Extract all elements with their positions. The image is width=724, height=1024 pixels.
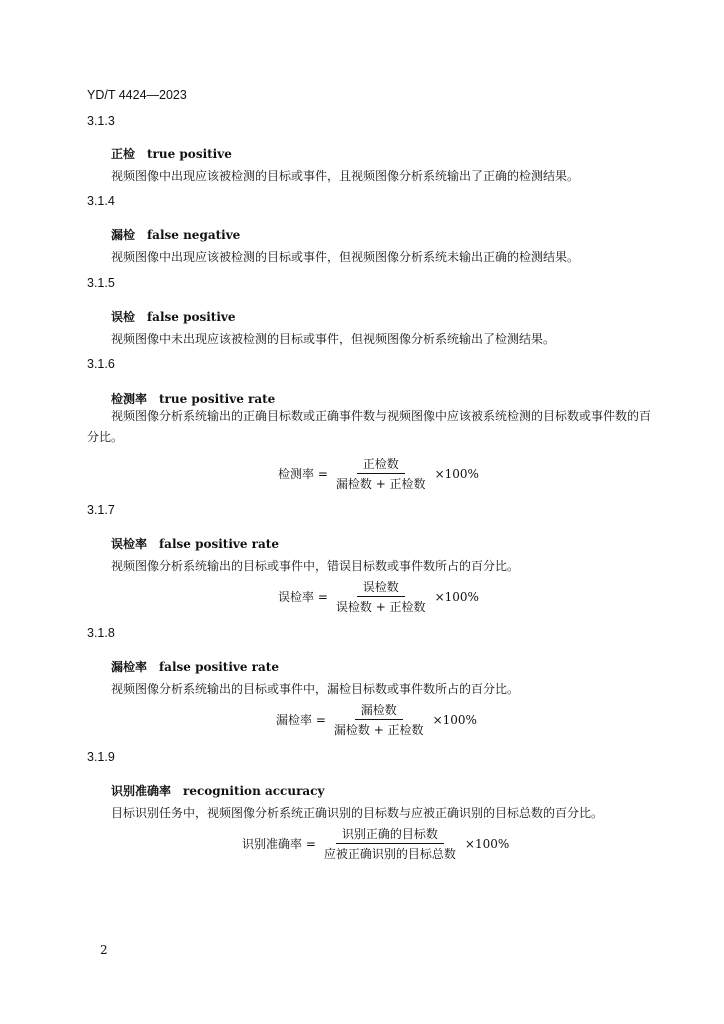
term-en: false negative [147, 228, 241, 242]
formula [242, 825, 509, 862]
term-en: true positive [147, 147, 232, 161]
fraction-numerator: 识别正确的目标数 [336, 825, 444, 844]
term-en: false positive [147, 310, 236, 324]
formula [276, 701, 477, 738]
clause-number: 3.1.4 [87, 194, 115, 208]
term-zh: 误检 [111, 310, 136, 324]
formula-lhs: 漏检率 = [276, 713, 326, 727]
definition-text: 视频图像中出现应该被检测的目标或事件，但视频图像分析系统未输出正确的检测结果。 [111, 250, 580, 264]
definition-text: 视频图像分析系统输出的正确目标数或正确事件数与视频图像中应该被系统检测的目标数或事件数的百分比。 [87, 409, 652, 444]
term-heading [111, 782, 324, 799]
clause-number: 3.1.5 [87, 276, 115, 290]
definition-text: 视频图像中未出现应该被检测的目标或事件，但视频图像分析系统输出了检测结果。 [111, 332, 556, 346]
term-zh: 漏检率 [111, 660, 148, 674]
clause-number: 3.1.8 [87, 626, 115, 640]
fraction-denominator: 误检数 + 正检数 [335, 600, 426, 614]
formula-multiplier: ×100% [464, 836, 510, 851]
formula-multiplier: ×100% [434, 466, 479, 481]
definition-text: 视频图像分析系统输出的目标或事件中，漏检目标数或事件数所占的百分比。 [111, 682, 520, 696]
fraction [318, 825, 462, 862]
definition-text: 目标识别任务中，视频图像分析系统正确识别的目标数与应被正确识别的目标总数的百分比。 [111, 806, 604, 820]
standard-header: YD/T 4424—2023 [87, 88, 187, 102]
term-en: true positive rate [159, 392, 276, 406]
formula [278, 455, 479, 492]
fraction-denominator: 漏检数 + 正检数 [335, 477, 426, 491]
term-heading [111, 145, 232, 162]
clause-number: 3.1.6 [87, 357, 115, 371]
term-zh: 正检 [111, 147, 136, 161]
term-zh: 漏检 [111, 228, 136, 242]
clause-number: 3.1.7 [87, 503, 115, 517]
fraction-numerator: 正检数 [357, 455, 405, 474]
definition-text: 视频图像中出现应该被检测的目标或事件，且视频图像分析系统输出了正确的检测结果。 [111, 169, 580, 183]
term-en: recognition accuracy [183, 784, 325, 798]
term-heading [111, 658, 279, 675]
fraction-denominator: 应被正确识别的目标总数 [323, 847, 456, 861]
term-en: false positive rate [159, 537, 279, 551]
term-en: false positive rate [159, 660, 279, 674]
clause-number: 3.1.9 [87, 750, 115, 764]
formula-lhs: 误检率 = [278, 590, 328, 604]
term-heading [111, 226, 240, 243]
fraction-numerator: 误检数 [357, 578, 405, 597]
formula-lhs: 识别准确率 = [242, 837, 316, 851]
term-heading [111, 535, 279, 552]
fraction-numerator: 漏检数 [355, 701, 403, 720]
fraction [330, 455, 432, 492]
formula-multiplier: ×100% [432, 712, 477, 727]
formula-multiplier: ×100% [434, 589, 479, 604]
definition-text: 视频图像分析系统输出的目标或事件中，错误目标数或事件数所占的百分比。 [111, 559, 520, 573]
term-heading [111, 390, 275, 407]
fraction [330, 578, 432, 615]
page-number: 2 [100, 943, 108, 957]
fraction-denominator: 漏检数 + 正检数 [333, 723, 424, 737]
formula [278, 578, 479, 615]
formula-lhs: 检测率 = [278, 467, 328, 481]
term-heading [111, 308, 236, 325]
term-zh: 误检率 [111, 537, 148, 551]
term-zh: 识别准确率 [111, 784, 172, 798]
term-zh: 检测率 [111, 392, 148, 406]
fraction [328, 701, 430, 738]
clause-number: 3.1.3 [87, 114, 115, 128]
